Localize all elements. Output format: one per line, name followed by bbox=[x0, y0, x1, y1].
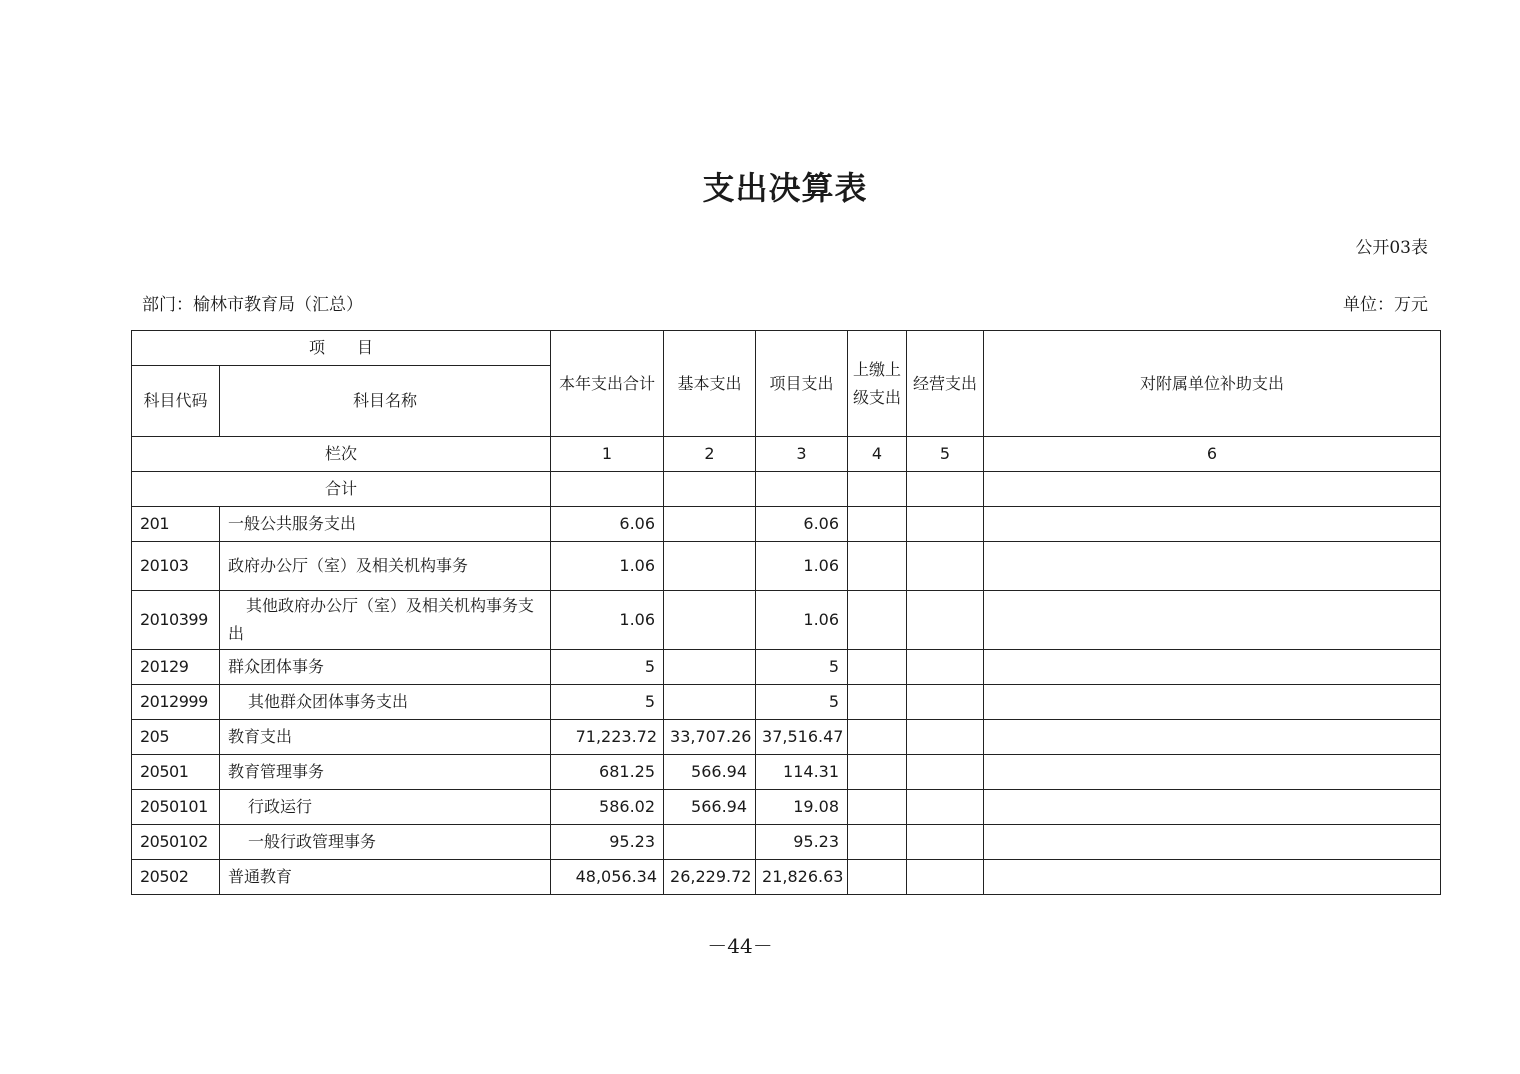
row-total: 1.06 bbox=[551, 542, 664, 591]
row-name: 其他群众团体事务支出 bbox=[220, 685, 551, 720]
header-remit-upper: 上缴上级支出 bbox=[848, 331, 907, 437]
row-operating bbox=[907, 591, 984, 650]
row-operating bbox=[907, 542, 984, 591]
row-operating bbox=[907, 860, 984, 895]
row-project: 21,826.63 bbox=[756, 860, 848, 895]
department-label: 部门：榆林市教育局（汇总） bbox=[142, 295, 363, 315]
row-subsidy bbox=[984, 790, 1441, 825]
row-operating bbox=[907, 507, 984, 542]
row-basic bbox=[664, 650, 756, 685]
row-basic bbox=[664, 685, 756, 720]
row-name-text: 其他政府办公厅（室）及相关机构事务支出 bbox=[228, 596, 535, 643]
table-row bbox=[132, 507, 1441, 542]
table-row bbox=[132, 542, 1441, 591]
row-name: 教育支出 bbox=[220, 720, 551, 755]
row-total: 1.06 bbox=[551, 591, 664, 650]
row-basic bbox=[664, 542, 756, 591]
row-operating bbox=[907, 650, 984, 685]
row-remit bbox=[848, 755, 907, 790]
row-remit bbox=[848, 507, 907, 542]
row-basic: 566.94 bbox=[664, 790, 756, 825]
row-subsidy bbox=[984, 720, 1441, 755]
row-code: 2050102 bbox=[132, 825, 220, 860]
row-project: 114.31 bbox=[756, 755, 848, 790]
row-code: 2010399 bbox=[132, 591, 220, 650]
row-total: 5 bbox=[551, 650, 664, 685]
table-row bbox=[132, 860, 1441, 895]
row-name bbox=[220, 591, 551, 650]
row-name: 政府办公厅（室）及相关机构事务 bbox=[220, 542, 551, 591]
header-subsidy: 对附属单位补助支出 bbox=[984, 331, 1441, 437]
total-row-label: 合计 bbox=[132, 472, 551, 507]
row-remit bbox=[848, 542, 907, 591]
total-cell bbox=[756, 472, 848, 507]
row-name: 一般行政管理事务 bbox=[220, 825, 551, 860]
row-total: 681.25 bbox=[551, 755, 664, 790]
total-cell bbox=[907, 472, 984, 507]
form-number: 公开03表 bbox=[1355, 238, 1428, 258]
table-row bbox=[132, 825, 1441, 860]
row-remit bbox=[848, 860, 907, 895]
row-subsidy bbox=[984, 825, 1441, 860]
row-code: 2012999 bbox=[132, 685, 220, 720]
header-basic: 基本支出 bbox=[664, 331, 756, 437]
total-cell bbox=[551, 472, 664, 507]
row-operating bbox=[907, 825, 984, 860]
column-index-4: 4 bbox=[848, 437, 907, 472]
row-code: 201 bbox=[132, 507, 220, 542]
column-index-3: 3 bbox=[756, 437, 848, 472]
column-index-5: 5 bbox=[907, 437, 984, 472]
row-basic: 566.94 bbox=[664, 755, 756, 790]
row-subsidy bbox=[984, 860, 1441, 895]
row-code: 20103 bbox=[132, 542, 220, 591]
row-name: 群众团体事务 bbox=[220, 650, 551, 685]
column-index-2: 2 bbox=[664, 437, 756, 472]
row-code: 205 bbox=[132, 720, 220, 755]
row-basic: 26,229.72 bbox=[664, 860, 756, 895]
row-project: 5 bbox=[756, 685, 848, 720]
row-code: 20502 bbox=[132, 860, 220, 895]
row-operating bbox=[907, 685, 984, 720]
document-title: 支出决算表 bbox=[702, 169, 868, 207]
row-subsidy bbox=[984, 755, 1441, 790]
table-row bbox=[132, 755, 1441, 790]
row-operating bbox=[907, 720, 984, 755]
total-cell bbox=[664, 472, 756, 507]
row-project: 1.06 bbox=[756, 591, 848, 650]
row-total: 95.23 bbox=[551, 825, 664, 860]
header-total: 本年支出合计 bbox=[551, 331, 664, 437]
table-row bbox=[132, 685, 1441, 720]
row-remit bbox=[848, 685, 907, 720]
header-name: 科目名称 bbox=[220, 366, 551, 437]
row-operating bbox=[907, 755, 984, 790]
unit-label: 单位：万元 bbox=[1343, 295, 1428, 315]
row-name: 教育管理事务 bbox=[220, 755, 551, 790]
page-number: －44－ bbox=[707, 934, 773, 958]
row-project: 19.08 bbox=[756, 790, 848, 825]
header-operating: 经营支出 bbox=[907, 331, 984, 437]
row-code: 20129 bbox=[132, 650, 220, 685]
row-basic bbox=[664, 591, 756, 650]
row-name: 行政运行 bbox=[220, 790, 551, 825]
header-project: 项 目 bbox=[132, 331, 551, 366]
row-basic bbox=[664, 825, 756, 860]
row-name: 一般公共服务支出 bbox=[220, 507, 551, 542]
row-remit bbox=[848, 650, 907, 685]
row-remit bbox=[848, 720, 907, 755]
column-index-6: 6 bbox=[984, 437, 1441, 472]
row-total: 586.02 bbox=[551, 790, 664, 825]
header-code: 科目代码 bbox=[132, 366, 220, 437]
column-index-label: 栏次 bbox=[132, 437, 551, 472]
table-row bbox=[132, 790, 1441, 825]
row-remit bbox=[848, 825, 907, 860]
expenditure-table bbox=[131, 330, 1441, 895]
row-code: 2050101 bbox=[132, 790, 220, 825]
row-operating bbox=[907, 790, 984, 825]
row-total: 5 bbox=[551, 685, 664, 720]
row-total: 71,223.72 bbox=[551, 720, 664, 755]
header-project-expense: 项目支出 bbox=[756, 331, 848, 437]
table-row bbox=[132, 591, 1441, 650]
row-project: 5 bbox=[756, 650, 848, 685]
row-name: 普通教育 bbox=[220, 860, 551, 895]
row-total: 48,056.34 bbox=[551, 860, 664, 895]
total-cell bbox=[984, 472, 1441, 507]
row-project: 1.06 bbox=[756, 542, 848, 591]
total-cell bbox=[848, 472, 907, 507]
row-subsidy bbox=[984, 685, 1441, 720]
row-subsidy bbox=[984, 507, 1441, 542]
row-basic bbox=[664, 507, 756, 542]
row-remit bbox=[848, 591, 907, 650]
row-subsidy bbox=[984, 591, 1441, 650]
row-basic: 33,707.26 bbox=[664, 720, 756, 755]
row-remit bbox=[848, 790, 907, 825]
row-subsidy bbox=[984, 650, 1441, 685]
row-code: 20501 bbox=[132, 755, 220, 790]
row-project: 6.06 bbox=[756, 507, 848, 542]
row-project: 95.23 bbox=[756, 825, 848, 860]
row-total: 6.06 bbox=[551, 507, 664, 542]
row-subsidy bbox=[984, 542, 1441, 591]
column-index-1: 1 bbox=[551, 437, 664, 472]
table-row bbox=[132, 650, 1441, 685]
row-project: 37,516.47 bbox=[756, 720, 848, 755]
table-row bbox=[132, 720, 1441, 755]
